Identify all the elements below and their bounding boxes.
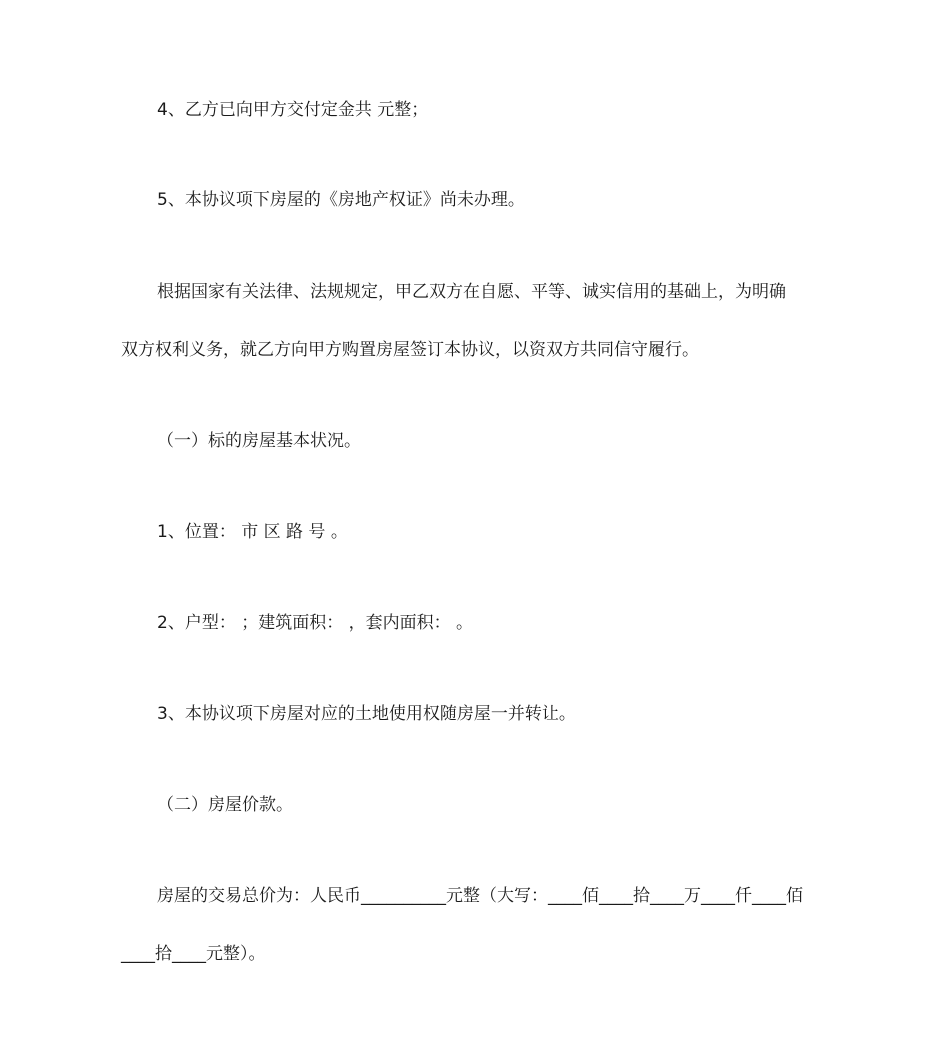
preamble-line-2: 双方权利义务，就乙方向甲方购置房屋签订本协议，以资双方共同信守履行。 xyxy=(121,340,699,360)
item-3-land-use-right: 3、本协议项下房屋对应的土地使用权随房屋一并转让。 xyxy=(157,704,576,724)
clause-4-deposit: 4、乙方已向甲方交付定金共 元整； xyxy=(157,100,429,120)
item-2-layout-area: 2、户型： ；建筑面积： ，套内面积： 。 xyxy=(157,613,474,633)
section-1-heading: （一）标的房屋基本状况。 xyxy=(157,431,361,451)
price-line-1: 房屋的交易总价为：人民币__________元整（大写：____佰____拾____万____仟____佰 xyxy=(157,886,803,906)
item-1-location: 1、位置： 市 区 路 号 。 xyxy=(157,522,348,542)
preamble-line-1: 根据国家有关法律、法规规定，甲乙双方在自愿、平等、诚实信用的基础上，为明确 xyxy=(157,282,786,302)
price-line-2: ____拾____元整）。 xyxy=(121,944,266,964)
section-2-heading: （二）房屋价款。 xyxy=(157,795,293,815)
clause-5-property-certificate: 5、本协议项下房屋的《房地产权证》尚未办理。 xyxy=(157,190,525,210)
